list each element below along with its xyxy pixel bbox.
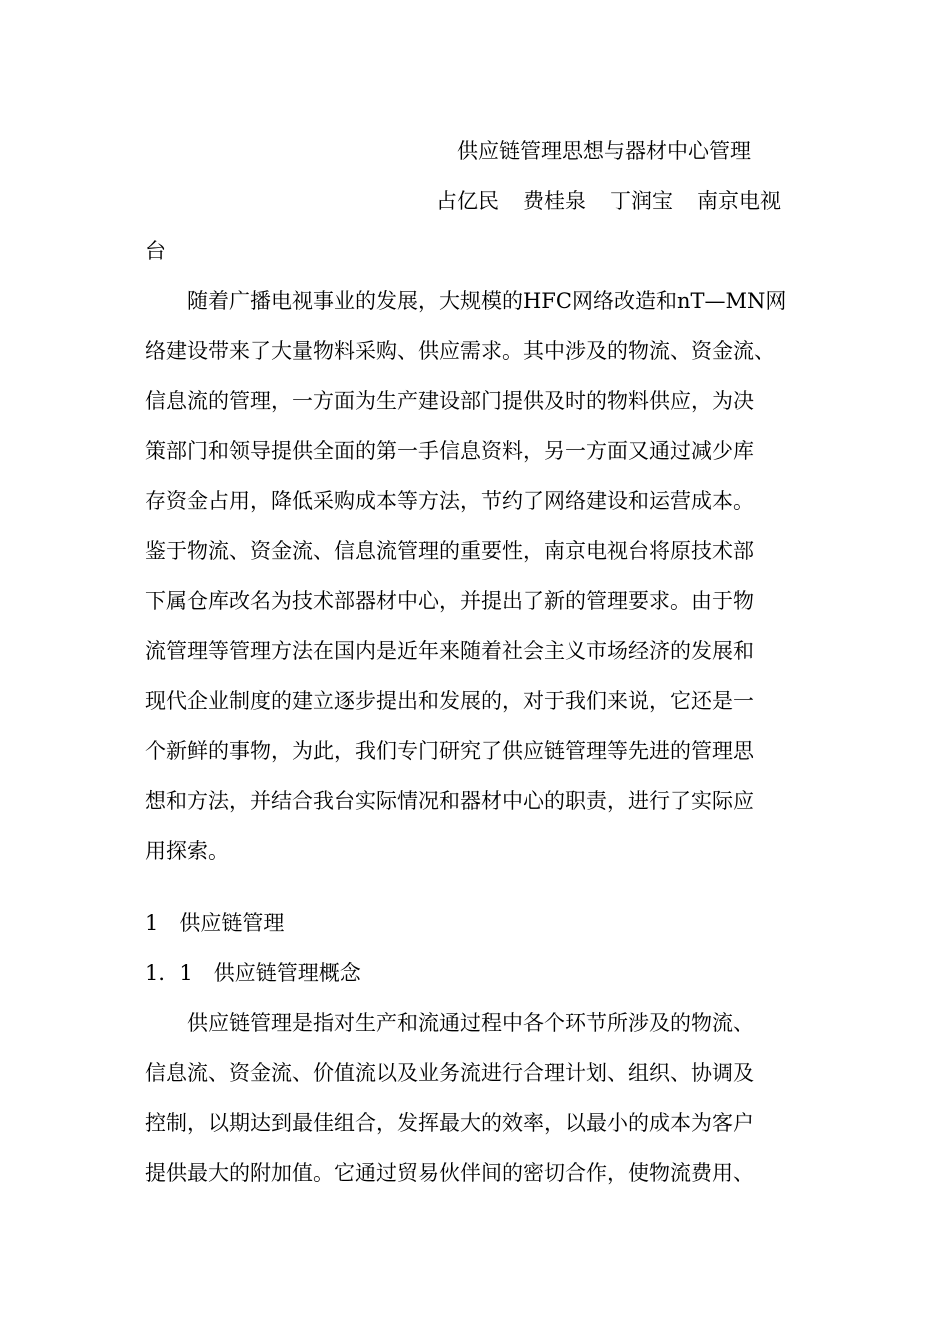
paragraph-1-line: 络建设带来了大量物料采购、供应需求。其中涉及的物流、资金流、 bbox=[145, 339, 775, 363]
paragraph-1-line: 信息流的管理，一方面为生产建设部门提供及时的物料供应，为决 bbox=[145, 389, 754, 413]
author-2: 费桂泉 bbox=[523, 189, 586, 213]
paragraph-1-line: 下属仓库改名为技术部器材中心，并提出了新的管理要求。由于物 bbox=[145, 589, 754, 613]
paragraph-1-line: 用探索。 bbox=[145, 839, 229, 863]
paragraph-1-line: 鉴于物流、资金流、信息流管理的重要性，南京电视台将原技术部 bbox=[145, 539, 754, 563]
author-3: 丁润宝 bbox=[610, 189, 673, 213]
paragraph-2-line: 提供最大的附加值。它通过贸易伙伴间的密切合作，使物流费用、 bbox=[145, 1161, 754, 1185]
paragraph-1-line: 现代企业制度的建立逐步提出和发展的，对于我们来说，它还是一 bbox=[145, 689, 754, 713]
section-heading: 1 供应链管理 bbox=[145, 911, 285, 935]
paragraph-1-line: 个新鲜的事物，为此，我们专门研究了供应链管理等先进的管理思 bbox=[145, 739, 754, 763]
document-title: 供应链管理思想与器材中心管理 bbox=[457, 139, 751, 163]
author-affiliation-wrap: 台 bbox=[145, 239, 166, 263]
paragraph-2-line: 信息流、资金流、价值流以及业务流进行合理计划、组织、协调及 bbox=[145, 1061, 754, 1085]
subsection-heading: 1．1 供应链管理概念 bbox=[145, 961, 361, 985]
paragraph-1-line: 想和方法，并结合我台实际情况和器材中心的职责，进行了实际应 bbox=[145, 789, 754, 813]
author-line bbox=[436, 186, 781, 216]
author-affiliation: 南京电视 bbox=[697, 189, 781, 213]
paragraph-2-line: 控制，以期达到最佳组合，发挥最大的效率，以最小的成本为客户 bbox=[145, 1111, 754, 1135]
author-1: 占亿民 bbox=[436, 189, 499, 213]
paragraph-1-line: 流管理等管理方法在国内是近年来随着社会主义市场经济的发展和 bbox=[145, 639, 754, 663]
paragraph-1-line: 随着广播电视事业的发展，大规模的HFC网络改造和nT—MN网 bbox=[187, 289, 787, 313]
paragraph-1-line: 策部门和领导提供全面的第一手信息资料，另一方面又通过减少库 bbox=[145, 439, 754, 463]
paragraph-1-line: 存资金占用，降低采购成本等方法，节约了网络建设和运营成本。 bbox=[145, 489, 754, 513]
paragraph-2-line: 供应链管理是指对生产和流通过程中各个环节所涉及的物流、 bbox=[187, 1011, 754, 1035]
